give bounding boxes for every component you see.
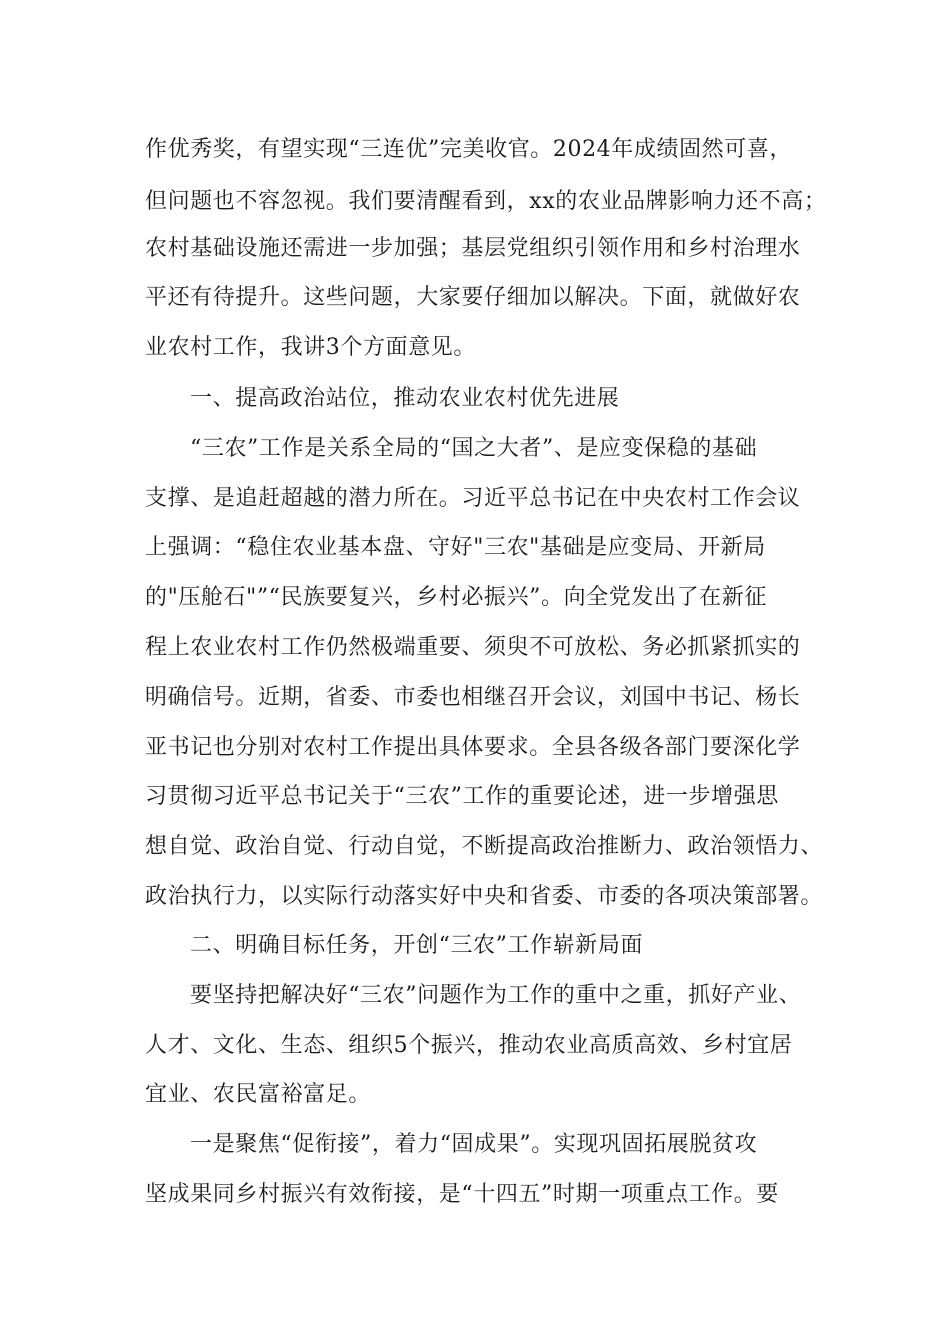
text-line-2: 但问题也不容忽视。我们要清醒看到，xx的农业品牌影响力还不高； <box>145 189 827 214</box>
section-heading-1: 一、提高政治站位，推动农业农村优先进展 <box>190 386 620 411</box>
text-line-4: 平还有待提升。这些问题，大家要仔细加以解决。下面，就做好农 <box>145 285 801 310</box>
text-line-22: 坚成果同乡村振兴有效衔接，是“十四五”时期一项重点工作。要 <box>145 1182 779 1207</box>
text-line-21: 一是聚焦“促衔接”，着力“固成果”。实现巩固拓展脱贫攻 <box>190 1132 758 1157</box>
text-line-18: 要坚持把解决好“三农”问题作为工作的重中之重，抓好产业、 <box>190 983 802 1008</box>
text-line-7: “三农”工作是关系全局的“国之大者”、是应变保稳的基础 <box>190 436 758 461</box>
text-line-15: 想自觉、政治自觉、行动自觉，不断提高政治推断力、政治领悟力、 <box>145 834 824 859</box>
text-line-14: 习贯彻习近平总书记关于“三农”工作的重要论述，进一步增强思 <box>145 784 779 809</box>
text-line-12: 明确信号。近期，省委、市委也相继召开会议，刘国中书记、杨长 <box>145 685 801 710</box>
text-line-8: 支撑、是追赶超越的潜力所在。习近平总书记在中央农村工作会议 <box>145 486 801 511</box>
text-line-20: 宜业、农民富裕富足。 <box>145 1082 372 1107</box>
text-line-9: 上强调：“稳住农业基本盘、守好"三农"基础是应变局、开新局 <box>145 535 766 560</box>
text-line-10: 的"压舱石"”“民族要复兴，乡村必振兴”。向全党发出了在新征 <box>145 585 767 610</box>
text-line-16: 政治执行力，以实际行动落实好中央和省委、市委的各项决策部署。 <box>145 884 824 909</box>
text-line-3: 农村基础设施还需进一步加强；基层党组织引领作用和乡村治理水 <box>145 236 801 261</box>
text-line-1: 作优秀奖，有望实现“三连优”完美收官。2024年成绩固然可喜， <box>145 137 793 162</box>
text-line-13: 亚书记也分别对农村工作提出具体要求。全县各级各部门要深化学 <box>145 735 801 760</box>
section-heading-2: 二、明确目标任务，开创“三农”工作崭新局面 <box>190 933 644 958</box>
text-line-11: 程上农业农村工作仍然极端重要、须臾不可放松、务必抓紧抓实的 <box>145 635 801 660</box>
text-line-5: 业农村工作，我讲3个方面意见。 <box>145 335 476 360</box>
text-line-19: 人才、文化、生态、组织5个振兴，推动农业高质高效、乡村宜居 <box>145 1033 793 1058</box>
